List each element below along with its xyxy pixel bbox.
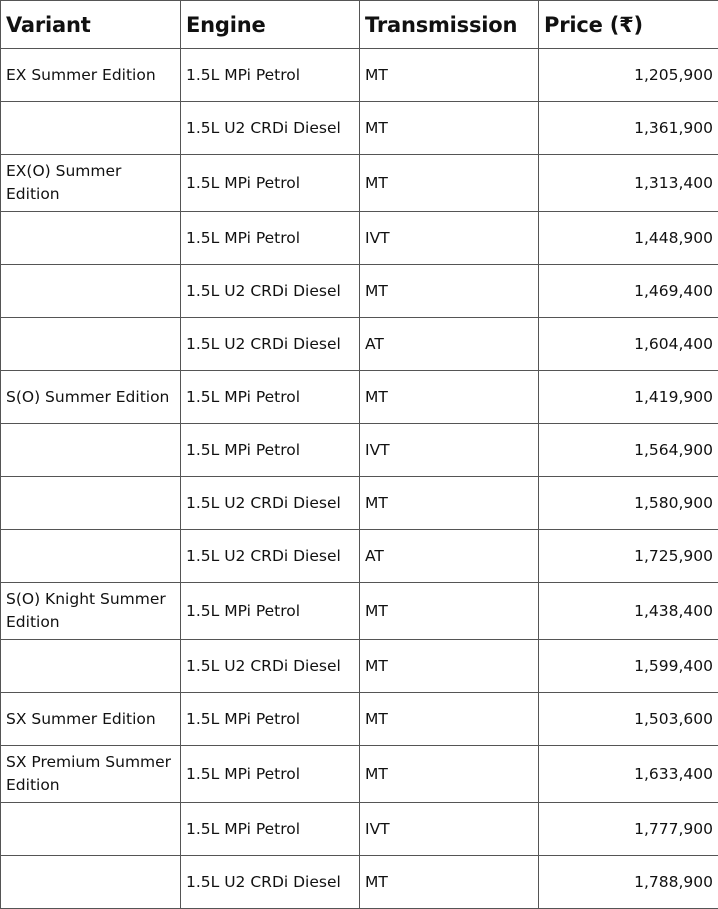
engine-cell: 1.5L U2 CRDi Diesel [181, 640, 360, 693]
table-row [1, 318, 718, 371]
transmission-cell: MT [360, 583, 539, 640]
engine-cell: 1.5L MPi Petrol [181, 371, 360, 424]
table-header [1, 1, 718, 49]
table-row [1, 477, 718, 530]
table-row [1, 424, 718, 477]
variant-cell [1, 212, 181, 265]
table-row [1, 640, 718, 693]
table-body [1, 49, 718, 909]
transmission-cell: IVT [360, 212, 539, 265]
engine-cell: 1.5L MPi Petrol [181, 155, 360, 212]
variant-cell [1, 102, 181, 155]
price-cell: 1,564,900 [539, 424, 718, 477]
engine-cell: 1.5L MPi Petrol [181, 212, 360, 265]
engine-cell: 1.5L MPi Petrol [181, 746, 360, 803]
variant-cell [1, 477, 181, 530]
engine-cell: 1.5L MPi Petrol [181, 424, 360, 477]
variant-cell: EX Summer Edition [1, 49, 181, 102]
price-cell: 1,205,900 [539, 49, 718, 102]
table-row [1, 49, 718, 102]
price-cell: 1,503,600 [539, 693, 718, 746]
table-row [1, 102, 718, 155]
transmission-cell: IVT [360, 424, 539, 477]
price-cell: 1,469,400 [539, 265, 718, 318]
table-row [1, 371, 718, 424]
variant-cell [1, 856, 181, 909]
table-row [1, 212, 718, 265]
variant-cell [1, 265, 181, 318]
header-variant: Variant [1, 1, 181, 49]
engine-cell: 1.5L U2 CRDi Diesel [181, 530, 360, 583]
price-cell: 1,604,400 [539, 318, 718, 371]
price-cell: 1,580,900 [539, 477, 718, 530]
engine-cell: 1.5L U2 CRDi Diesel [181, 265, 360, 318]
transmission-cell: MT [360, 693, 539, 746]
variant-cell: SX Summer Edition [1, 693, 181, 746]
variant-cell: S(O) Knight Summer Edition [1, 583, 181, 640]
engine-cell: 1.5L U2 CRDi Diesel [181, 318, 360, 371]
price-cell: 1,599,400 [539, 640, 718, 693]
transmission-cell: IVT [360, 803, 539, 856]
variant-cell [1, 424, 181, 477]
variant-cell [1, 640, 181, 693]
table-row [1, 856, 718, 909]
transmission-cell: MT [360, 155, 539, 212]
engine-cell: 1.5L MPi Petrol [181, 803, 360, 856]
variant-cell [1, 530, 181, 583]
engine-cell: 1.5L MPi Petrol [181, 583, 360, 640]
price-cell: 1,448,900 [539, 212, 718, 265]
price-cell: 1,777,900 [539, 803, 718, 856]
transmission-cell: MT [360, 265, 539, 318]
header-price: Price (₹) [539, 1, 718, 49]
transmission-cell: AT [360, 318, 539, 371]
transmission-cell: MT [360, 477, 539, 530]
table-row [1, 583, 718, 640]
variant-cell: SX Premium Summer Edition [1, 746, 181, 803]
header-engine: Engine [181, 1, 360, 49]
variant-cell [1, 318, 181, 371]
variant-cell [1, 803, 181, 856]
variant-cell: S(O) Summer Edition [1, 371, 181, 424]
transmission-cell: MT [360, 102, 539, 155]
engine-cell: 1.5L MPi Petrol [181, 693, 360, 746]
table-row [1, 693, 718, 746]
table-row [1, 265, 718, 318]
price-cell: 1,788,900 [539, 856, 718, 909]
price-cell: 1,633,400 [539, 746, 718, 803]
transmission-cell: MT [360, 746, 539, 803]
price-cell: 1,438,400 [539, 583, 718, 640]
table-row [1, 530, 718, 583]
engine-cell: 1.5L U2 CRDi Diesel [181, 477, 360, 530]
transmission-cell: MT [360, 640, 539, 693]
price-cell: 1,725,900 [539, 530, 718, 583]
table-row [1, 803, 718, 856]
engine-cell: 1.5L MPi Petrol [181, 49, 360, 102]
price-cell: 1,419,900 [539, 371, 718, 424]
transmission-cell: MT [360, 49, 539, 102]
engine-cell: 1.5L U2 CRDi Diesel [181, 102, 360, 155]
table-row [1, 746, 718, 803]
engine-cell: 1.5L U2 CRDi Diesel [181, 856, 360, 909]
price-cell: 1,361,900 [539, 102, 718, 155]
header-row [1, 1, 718, 49]
table-row [1, 155, 718, 212]
transmission-cell: MT [360, 371, 539, 424]
variant-cell: EX(O) Summer Edition [1, 155, 181, 212]
price-cell: 1,313,400 [539, 155, 718, 212]
header-transmission: Transmission [360, 1, 539, 49]
transmission-cell: MT [360, 856, 539, 909]
transmission-cell: AT [360, 530, 539, 583]
